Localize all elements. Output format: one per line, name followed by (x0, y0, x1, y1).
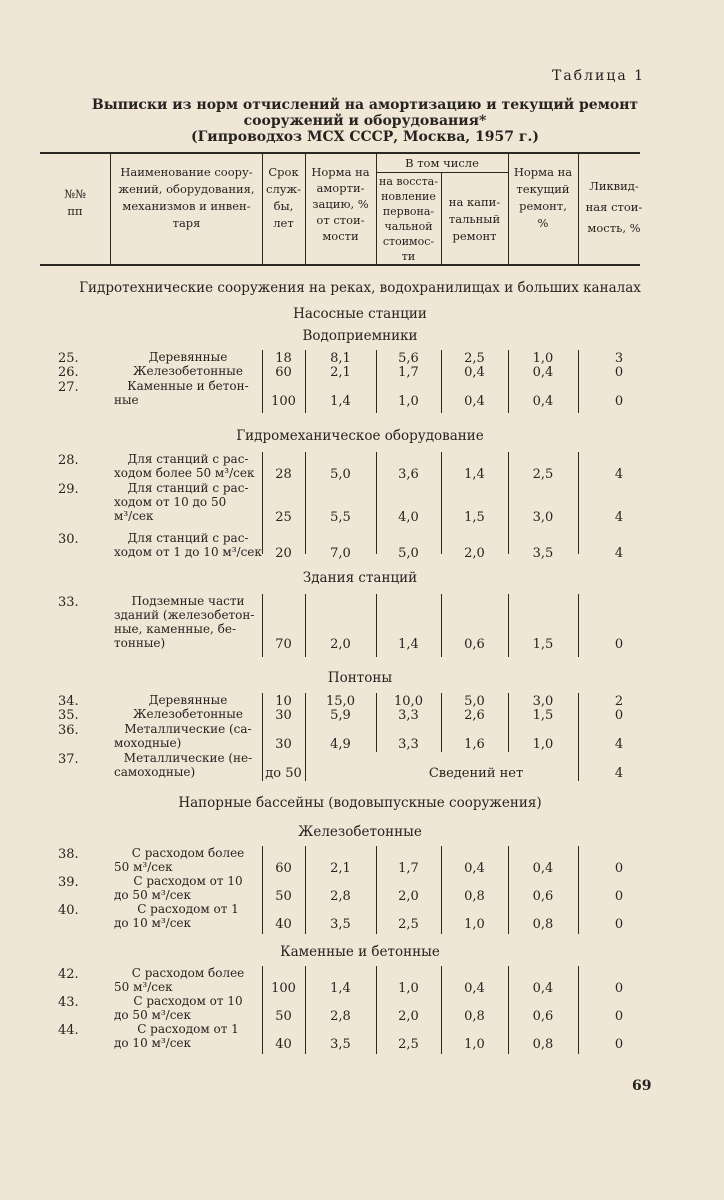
row-name: Железобетонные (133, 707, 243, 721)
row-life: 50 (275, 1009, 292, 1024)
row-name: Деревянные (148, 693, 228, 707)
row-number: 38. (58, 847, 79, 862)
section-basins: Напорные бассейны (водовыпускные сооружения) (178, 795, 542, 811)
header-current (508, 164, 578, 232)
row-name: Железобетонные (133, 364, 243, 378)
column-rule (578, 966, 579, 1054)
row-current: 1,0 (532, 737, 554, 752)
row-liquid: 4 (614, 766, 624, 781)
header-line: №№ (64, 187, 86, 201)
row-amort: 2,8 (330, 1009, 351, 1024)
row-capital: 1,4 (464, 467, 485, 482)
row-name: С расходом от 1 (137, 902, 239, 916)
section-stone: Каменные и бетонные (280, 944, 440, 960)
row-liquid: 0 (614, 394, 624, 409)
row-amort: 5,0 (330, 467, 351, 482)
row-amort: 2,8 (330, 889, 351, 904)
row-current: 3,0 (532, 510, 554, 525)
header-amort (305, 164, 376, 244)
row-capital: 2,0 (464, 546, 485, 561)
row-amort: 8,1 (330, 351, 351, 366)
row-name: 50 м³/сек (114, 860, 173, 874)
header-line: новление (381, 190, 436, 203)
row-life: 100 (271, 981, 296, 996)
row-name: до 10 м³/сек (114, 916, 192, 930)
header-line: таря (172, 216, 201, 230)
header-line: бы, (273, 199, 294, 213)
row-number: 26. (58, 365, 79, 380)
row-name: ные (114, 393, 139, 407)
header-bottom-rule (40, 264, 640, 266)
table-title-line-1: Выписки из норм отчислений на амортизацию и текущий ремонт (91, 97, 639, 113)
row-amort: 3,5 (330, 917, 351, 932)
row-number: 25. (58, 351, 79, 366)
header-line: первона- (382, 205, 435, 218)
row-amort: 4,9 (330, 737, 351, 752)
header-line: стоимос- (382, 235, 435, 248)
row-current: 0,4 (532, 981, 554, 996)
row-capital: 0,6 (464, 637, 485, 652)
row-liquid: 3 (614, 351, 624, 366)
column-rule (578, 594, 579, 657)
row-capital: 0,4 (464, 365, 485, 380)
row-amort: 2,1 (330, 365, 351, 380)
row-name: ные, каменные, бе- (114, 622, 237, 636)
row-amort: 15,0 (326, 694, 355, 709)
row-restore: 2,0 (398, 1009, 419, 1024)
row-restore: 1,0 (398, 981, 419, 996)
row-name: Деревянные (148, 350, 228, 364)
header-line: ремонт (452, 229, 497, 243)
row-current: 0,4 (532, 365, 554, 380)
row-restore: 1,7 (398, 861, 419, 876)
row-capital: 1,6 (464, 737, 485, 752)
row-name: 50 м³/сек (114, 980, 173, 994)
table-title-line-2: сооружений и оборудования* (243, 113, 487, 129)
row-capital: 1,5 (464, 510, 485, 525)
header-subgroup-rule (376, 172, 508, 173)
row-restore: 3,3 (398, 737, 419, 752)
row-capital: 0,8 (464, 889, 485, 904)
row-name: Для станций с рас- (127, 531, 249, 545)
row-amort: 1,4 (330, 394, 351, 409)
row-name: м³/сек (114, 509, 154, 523)
row-liquid: 0 (614, 861, 624, 876)
header-line: на капи- (448, 195, 501, 209)
header-restore (376, 174, 441, 264)
row-life: 70 (275, 637, 292, 652)
header-capital (441, 194, 508, 245)
header-incl: В том числе (405, 156, 479, 170)
row-name: С расходом более (131, 846, 245, 860)
row-liquid: 2 (614, 694, 624, 709)
row-current: 3,0 (532, 694, 554, 709)
row-life: 40 (275, 917, 292, 932)
row-life: 60 (275, 861, 292, 876)
row-restore: 10,0 (394, 694, 423, 709)
row-current: 0,4 (532, 861, 554, 876)
row-current: 0,6 (532, 1009, 554, 1024)
row-capital: 0,4 (464, 981, 485, 996)
header-line: Срок (268, 165, 299, 179)
row-liquid: 0 (614, 365, 624, 380)
row-restore: 4,0 (398, 510, 419, 525)
row-liquid: 0 (614, 889, 624, 904)
row-liquid: 4 (614, 737, 624, 752)
row-name: С расходом от 10 (133, 994, 243, 1008)
row-capital: 0,8 (464, 1009, 485, 1024)
row-number: 37. (58, 752, 79, 767)
row-number: 42. (58, 967, 79, 982)
row-number: 43. (58, 995, 79, 1010)
row-amort: 1,4 (330, 981, 351, 996)
header-line: служ- (266, 182, 301, 196)
row-number: 40. (58, 903, 79, 918)
row-number: 27. (58, 380, 79, 395)
header-line: от стои- (316, 213, 365, 227)
row-number: 29. (58, 482, 79, 497)
row-liquid: 4 (614, 467, 624, 482)
row-restore: 5,0 (398, 546, 419, 561)
header-line: на восста- (379, 175, 438, 188)
header-life (262, 164, 305, 232)
row-amort: 2,1 (330, 861, 351, 876)
row-life: 25 (275, 510, 292, 525)
row-life: 20 (275, 546, 292, 561)
row-name: самоходные) (114, 765, 196, 779)
row-current: 0,8 (532, 917, 554, 932)
row-amort: 5,9 (330, 708, 351, 723)
header-line: Наименование соору- (120, 165, 253, 179)
header-line: аморти- (316, 181, 365, 195)
table-label: Таблица 1 (552, 68, 646, 84)
row-name: С расходом от 1 (137, 1022, 239, 1036)
row-life: 10 (275, 694, 292, 709)
row-name: зданий (железобетон- (114, 608, 255, 622)
row-restore: 2,5 (398, 917, 419, 932)
row-name: Подземные части (131, 594, 245, 608)
row-number: 28. (58, 453, 79, 468)
table-title-source: (Гипроводхоз МСХ СССР, Москва, 1957 г.) (191, 129, 539, 145)
row-liquid: 0 (614, 1037, 624, 1052)
row-life: 50 (275, 889, 292, 904)
row-name: Для станций с рас- (127, 481, 249, 495)
row-amort: 3,5 (330, 1037, 351, 1052)
header-line: тальный (448, 212, 501, 226)
header-line: ная стои- (585, 200, 643, 214)
row-name: тонные) (114, 636, 166, 650)
row-life: 18 (275, 351, 292, 366)
row-name: Металлические (не- (123, 751, 253, 765)
section-rc: Железобетонные (298, 824, 422, 840)
row-capital: 2,5 (464, 351, 485, 366)
row-name: С расходом от 10 (133, 874, 243, 888)
row-name: ходом более 50 м³/сек (114, 466, 255, 480)
section-pumps: Насосные станции (293, 306, 427, 322)
header-top-rule (40, 152, 640, 154)
row-number: 39. (58, 875, 79, 890)
row-liquid: 4 (614, 546, 624, 561)
row-number: 44. (58, 1023, 79, 1038)
row-restore: 3,6 (398, 467, 419, 482)
row-restore: 1,4 (398, 637, 419, 652)
header-line: ремонт, (519, 199, 567, 213)
row-life: до 50 (265, 766, 302, 781)
row-restore: 3,3 (398, 708, 419, 723)
row-current: 1,0 (532, 351, 554, 366)
row-liquid: 0 (614, 981, 624, 996)
row-number: 34. (58, 694, 79, 709)
header-line: % (537, 216, 549, 230)
row-liquid: 0 (614, 708, 624, 723)
column-rule (578, 452, 579, 554)
row-name: до 50 м³/сек (114, 1008, 192, 1022)
row-current: 0,8 (532, 1037, 554, 1052)
row-life: 60 (275, 365, 292, 380)
header-liquid (579, 176, 649, 239)
section-hydromech: Гидромеханическое оборудование (236, 428, 484, 444)
row-capital: 0,4 (464, 861, 485, 876)
row-restore: 2,0 (398, 889, 419, 904)
header-num (44, 186, 106, 220)
row-name: ходом от 1 до 10 м³/сек (114, 545, 262, 559)
section-buildings: Здания станций (302, 570, 418, 586)
header-line: Норма на (513, 165, 573, 179)
header-name (111, 164, 262, 232)
row-restore: 1,0 (398, 394, 419, 409)
row-capital: 0,4 (464, 394, 485, 409)
header-line: ти (401, 250, 416, 263)
section-intakes: Водоприемники (302, 328, 418, 344)
section-hydro: Гидротехнические сооружения на реках, водохранилищах и больших каналах (79, 280, 641, 296)
row-restore: 5,6 (398, 351, 419, 366)
row-liquid: 0 (614, 1009, 624, 1024)
row-name: Каменные и бетон- (127, 379, 249, 393)
column-rule (578, 693, 579, 781)
header-line: Ликвид- (589, 179, 639, 193)
row-current: 0,6 (532, 889, 554, 904)
row-liquid: 0 (614, 637, 624, 652)
row-name: Металлические (са- (124, 722, 252, 736)
row-name: С расходом более (131, 966, 245, 980)
header-line: жений, оборудования, (118, 182, 255, 196)
header-line: механизмов и инвен- (122, 199, 251, 213)
header-line: текущий (516, 182, 570, 196)
row-life: 40 (275, 1037, 292, 1052)
row-restore: 2,5 (398, 1037, 419, 1052)
row-name: Для станций с рас- (127, 452, 249, 466)
row-life: 30 (275, 737, 292, 752)
header-line: Норма на (311, 165, 370, 179)
row-restore: 1,7 (398, 365, 419, 380)
row-liquid: 0 (614, 917, 624, 932)
row-current: 1,5 (532, 708, 554, 723)
row-name: моходные) (114, 736, 182, 750)
row-life: 100 (271, 394, 296, 409)
header-line: пп (67, 204, 83, 218)
row-current: 2,5 (532, 467, 554, 482)
row-current: 3,5 (532, 546, 554, 561)
row-capital: 1,0 (464, 1037, 485, 1052)
row-capital: 5,0 (464, 694, 485, 709)
row-life: 28 (275, 467, 292, 482)
row-current: 0,4 (532, 394, 554, 409)
row-capital: 2,6 (464, 708, 485, 723)
row-amort: 2,0 (330, 637, 351, 652)
row-name: ходом от 10 до 50 (114, 495, 227, 509)
row-liquid: 4 (614, 510, 624, 525)
header-line: чальной (384, 220, 433, 233)
header-line: лет (273, 216, 294, 230)
row-name: до 10 м³/сек (114, 1036, 192, 1050)
row-life: 30 (275, 708, 292, 723)
column-rule (578, 846, 579, 934)
header-line: мости (322, 229, 359, 243)
row-number: 30. (58, 532, 79, 547)
row-note: Сведений нет (428, 766, 524, 781)
row-current: 1,5 (532, 637, 554, 652)
row-number: 35. (58, 708, 79, 723)
page-number: 69 (632, 1078, 652, 1094)
row-number: 33. (58, 595, 79, 610)
header-line: мость, % (587, 221, 641, 235)
column-rule (578, 350, 579, 413)
row-capital: 1,0 (464, 917, 485, 932)
row-amort: 5,5 (330, 510, 351, 525)
header-line: зацию, % (312, 197, 369, 211)
section-pontoons: Понтоны (327, 670, 393, 686)
row-number: 36. (58, 723, 79, 738)
row-amort: 7,0 (330, 546, 351, 561)
row-name: до 50 м³/сек (114, 888, 192, 902)
